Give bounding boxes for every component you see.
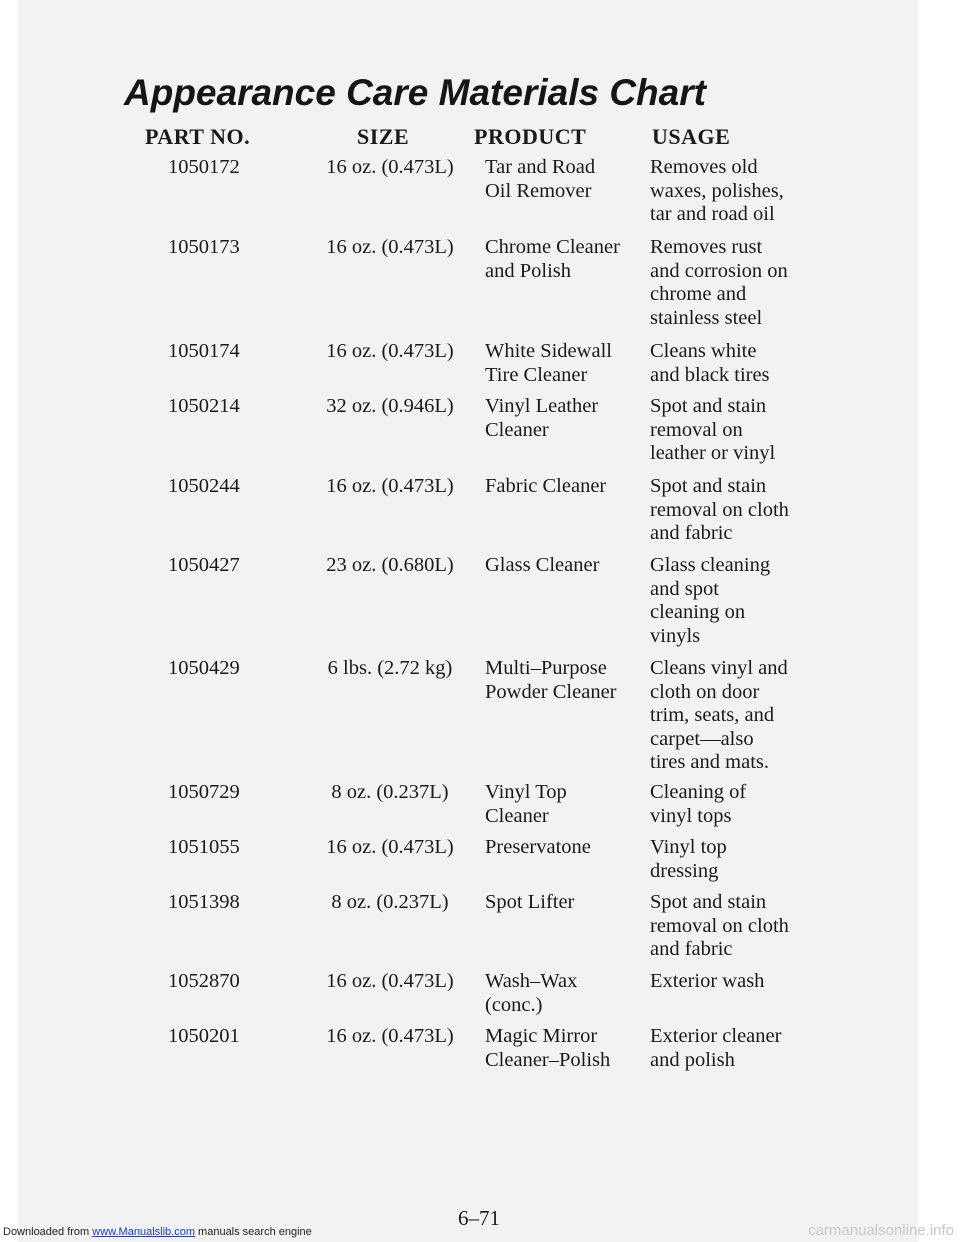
usage-line: vinyls [650, 624, 701, 647]
usage-line: and corrosion on [650, 259, 788, 282]
product-name [485, 554, 599, 578]
product-line: Cleaner [485, 418, 549, 441]
product-line: Spot Lifter [485, 891, 575, 913]
size-value: 23 oz. (0.680L) [326, 554, 454, 576]
usage-line: and fabric [650, 522, 733, 544]
usage-line: Spot and stain [650, 475, 767, 497]
usage-line: Removes old [650, 156, 758, 178]
size-value: 32 oz. (0.946L) [326, 395, 454, 417]
header-size: SIZE [357, 124, 410, 149]
size-value: 16 oz. (0.473L) [326, 475, 454, 497]
usage-line: vinyl tops [650, 804, 732, 827]
part-number: 1051055 [168, 836, 240, 858]
usage-line: chrome and [650, 283, 747, 305]
header-usage: USAGE [652, 124, 731, 149]
product-line: and Polish [485, 259, 571, 282]
product-line: Wash–Wax [485, 970, 578, 992]
product-name [485, 1025, 610, 1072]
usage-line: removal on cloth [650, 498, 789, 521]
download-footer [3, 1226, 312, 1238]
part-number: 1050201 [168, 1025, 240, 1047]
product-name [485, 891, 574, 915]
usage-description [650, 236, 788, 330]
usage-line: and polish [650, 1048, 735, 1071]
usage-description [650, 836, 727, 883]
usage-description [650, 554, 770, 648]
product-line: Oil Remover [485, 179, 592, 202]
usage-description [650, 156, 784, 227]
usage-line: Cleaning of [650, 781, 747, 803]
size-value: 16 oz. (0.473L) [326, 970, 454, 992]
product-name [485, 156, 595, 203]
product-line: Vinyl Leather [485, 395, 599, 417]
usage-line: dressing [650, 859, 719, 882]
product-line: Glass Cleaner [485, 554, 600, 576]
product-line: Tire Cleaner [485, 363, 588, 386]
product-line: White Sidewall [485, 340, 612, 362]
product-name [485, 836, 591, 860]
product-line: Magic Mirror [485, 1025, 598, 1047]
part-number: 1050172 [168, 156, 240, 178]
usage-description [650, 1025, 781, 1072]
usage-description [650, 970, 764, 994]
size-value: 8 oz. (0.237L) [331, 781, 449, 803]
part-number: 1050244 [168, 475, 240, 497]
usage-description [650, 475, 789, 546]
usage-description [650, 891, 789, 962]
usage-description [650, 657, 788, 775]
product-line: Cleaner [485, 804, 549, 827]
page-title: Appearance Care Materials Chart [124, 72, 706, 113]
product-line: Chrome Cleaner [485, 236, 620, 258]
product-line: Cleaner–Polish [485, 1048, 611, 1071]
manualslib-link[interactable]: www.Manualslib.com [92, 1226, 195, 1238]
product-line: Vinyl Top [485, 781, 567, 803]
product-line: Tar and Road [485, 156, 596, 178]
product-name [485, 475, 606, 499]
part-number: 1050214 [168, 395, 240, 417]
usage-line: Removes rust [650, 236, 763, 258]
product-line: Multi–Purpose [485, 657, 607, 679]
usage-line: tar and road oil [650, 203, 775, 225]
footer-prefix: Downloaded from [3, 1226, 90, 1238]
usage-line: tires and mats. [650, 751, 769, 773]
usage-description [650, 781, 746, 828]
usage-line: and fabric [650, 938, 733, 960]
product-name [485, 657, 617, 704]
size-value: 16 oz. (0.473L) [326, 1025, 454, 1047]
product-name [485, 970, 577, 1017]
usage-line: Vinyl top [650, 836, 727, 858]
product-name [485, 340, 612, 387]
usage-line: removal on [650, 418, 743, 441]
part-number: 1050174 [168, 340, 240, 362]
usage-line: waxes, polishes, [650, 179, 784, 202]
header-part-no: PART NO. [145, 124, 251, 149]
product-line: Preservatone [485, 836, 591, 858]
part-number: 1052870 [168, 970, 240, 992]
product-line: (conc.) [485, 993, 543, 1016]
usage-line: Spot and stain [650, 891, 767, 913]
watermark: carmanualsonline.info [808, 1222, 954, 1239]
product-name [485, 395, 598, 442]
part-number: 1050427 [168, 554, 240, 576]
page-number: 6–71 [458, 1206, 500, 1230]
part-number: 1050429 [168, 657, 240, 679]
usage-description [650, 395, 775, 466]
usage-line: Exterior wash [650, 970, 765, 992]
part-number: 1051398 [168, 891, 240, 913]
part-number: 1050729 [168, 781, 240, 803]
size-value: 6 lbs. (2.72 kg) [327, 657, 453, 679]
usage-line: Spot and stain [650, 395, 767, 417]
usage-line: leather or vinyl [650, 442, 776, 464]
usage-line: cleaning on [650, 601, 746, 623]
product-line: Fabric Cleaner [485, 475, 607, 497]
size-value: 16 oz. (0.473L) [326, 836, 454, 858]
product-name [485, 236, 620, 283]
usage-line: and black tires [650, 363, 770, 386]
usage-line: stainless steel [650, 306, 763, 329]
usage-line: trim, seats, and [650, 704, 775, 726]
usage-line: cloth on door [650, 680, 760, 703]
size-value: 16 oz. (0.473L) [326, 156, 454, 178]
usage-line: and spot [650, 577, 719, 600]
usage-line: Cleans white [650, 340, 757, 362]
size-value: 8 oz. (0.237L) [331, 891, 449, 913]
product-line: Powder Cleaner [485, 680, 617, 703]
part-number: 1050173 [168, 236, 240, 258]
footer-suffix: manuals search engine [198, 1226, 312, 1238]
header-product: PRODUCT [474, 124, 587, 149]
usage-line: Exterior cleaner [650, 1025, 782, 1047]
usage-line: Cleans vinyl and [650, 657, 788, 679]
usage-description [650, 340, 770, 387]
size-value: 16 oz. (0.473L) [326, 340, 454, 362]
size-value: 16 oz. (0.473L) [326, 236, 454, 258]
usage-line: removal on cloth [650, 914, 789, 937]
usage-line: carpet—also [650, 727, 754, 750]
usage-line: Glass cleaning [650, 554, 771, 576]
product-name [485, 781, 567, 828]
